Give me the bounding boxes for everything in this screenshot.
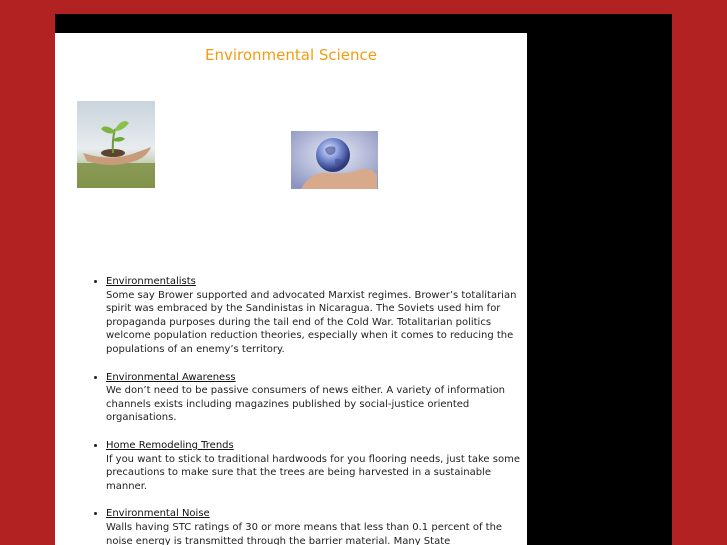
article-summary: We don’t need to be passive consumers of news either. A variety of information channels exists including magazines published by social-justice oriented organisations. [106, 385, 506, 424]
list-item [106, 275, 526, 357]
article-link[interactable]: Environmental Noise [106, 508, 210, 520]
glass-globe-in-hand-photo [291, 131, 378, 189]
article-link[interactable]: Home Remodeling Trends [106, 439, 234, 451]
content-panel [55, 33, 527, 545]
article-link[interactable]: Environmentalists [106, 276, 196, 287]
list-item [106, 439, 526, 493]
list-item [106, 507, 526, 545]
article-list [91, 275, 526, 545]
page-frame [55, 14, 672, 545]
page-title: Environmental Science [204, 46, 378, 64]
article-summary: Walls having STC ratings of 30 or more means that less than 0.1 percent of the noise energy is transmitted through the barrier material. Many State [106, 521, 503, 545]
seedling-in-hand-photo [77, 101, 155, 188]
article-summary: If you want to stick to traditional hardwoods for you flooring needs, just take some precautions to make sure that the trees are being harvested in a sustainable manner. [106, 453, 520, 492]
article-link[interactable]: Environmental Awareness [106, 371, 236, 383]
article-summary: Some say Brower supported and advocated Marxist regimes. Brower’s totalitarian spirit was embraced by the Sandinistas in Nicaragua. The Soviets used him for propaganda purposes during the tail end of the Cold War. Totalitarian politics welcome population reduction theories, especially when it comes to reducing the populations of an enemy’s territory. [106, 289, 517, 355]
list-item [106, 371, 526, 425]
